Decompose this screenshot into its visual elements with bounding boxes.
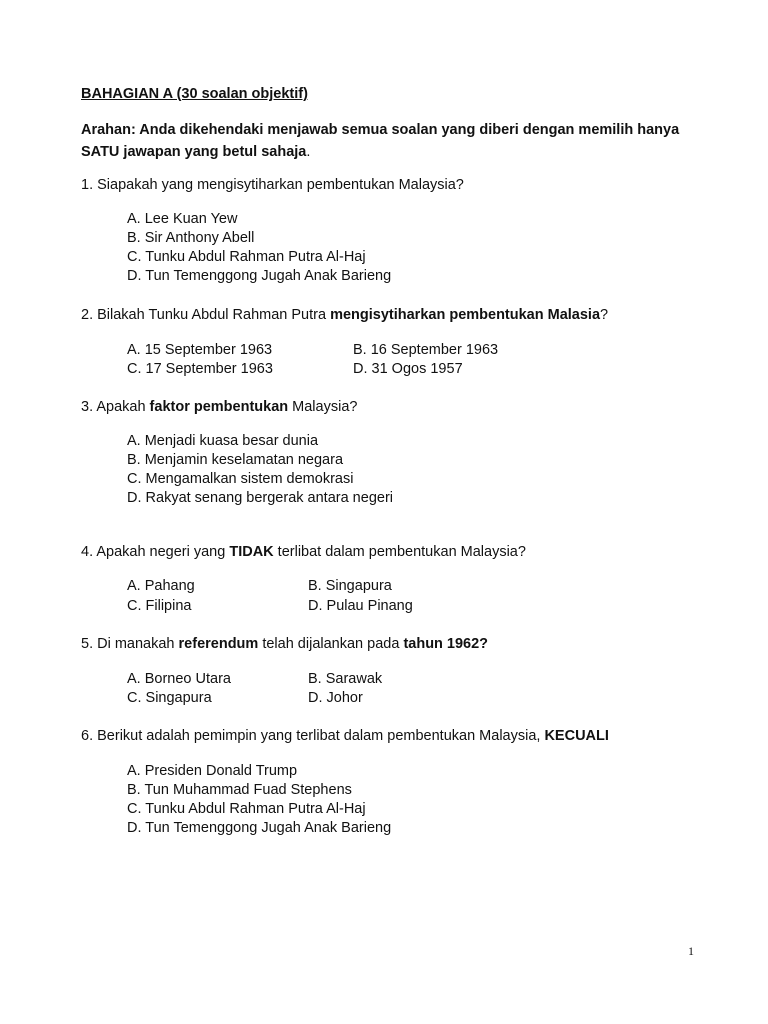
option-1c: C. Tunku Abdul Rahman Putra Al-Haj [127, 249, 366, 265]
option-6d: D. Tun Temenggong Jugah Anak Barieng [127, 820, 392, 836]
question-text-mid: telah dijalankan pada [258, 636, 404, 652]
section-heading: BAHAGIAN A (30 soalan objektif) [81, 86, 308, 102]
question-text-bold: TIDAK [229, 544, 274, 560]
option-4d: D. Pulau Pinang [308, 598, 413, 614]
question-number: 5. [81, 636, 94, 652]
option-1b: B. Sir Anthony Abell [127, 230, 255, 246]
option-4c: C. Filipina [127, 598, 192, 614]
question-number: 2. [81, 307, 94, 323]
question-text-pre: Apakah [96, 399, 150, 415]
question-2 [81, 307, 608, 323]
option-2a: A. 15 September 1963 [127, 342, 273, 358]
option-6a: A. Presiden Donald Trump [127, 763, 298, 779]
option-3c: C. Mengamalkan sistem demokrasi [127, 471, 354, 487]
question-number: 1. [81, 177, 94, 193]
question-text-bold: faktor pembentukan [149, 399, 289, 415]
question-text: Siapakah yang mengisytiharkan pembentukan Malaysia? [97, 177, 464, 193]
page-number: 1 [688, 944, 694, 958]
option-2b: B. 16 September 1963 [353, 342, 499, 358]
question-3 [81, 399, 357, 415]
option-6c: C. Tunku Abdul Rahman Putra Al-Haj [127, 801, 366, 817]
option-4b: B. Singapura [308, 578, 392, 594]
instruction-text: Arahan: Anda dikehendaki menjawab semua soalan yang diberi dengan memilih hanya SATU jawapan yang betul sahaja [81, 122, 680, 160]
question-text-pre: Berikut adalah pemimpin yang terlibat dalam pembentukan Malaysia, [97, 728, 545, 744]
instruction-end: . [306, 144, 311, 160]
question-text-post: Malaysia? [288, 399, 358, 415]
question-text-pre: Bilakah Tunku Abdul Rahman Putra [97, 307, 331, 323]
question-text-bold: KECUALI [544, 728, 609, 744]
question-5 [81, 636, 488, 652]
question-text-post: terlibat dalam pembentukan Malaysia? [273, 544, 526, 560]
option-2d: D. 31 Ogos 1957 [353, 361, 463, 377]
question-text-post: ? [600, 307, 609, 323]
question-6 [81, 728, 609, 744]
option-3b: B. Menjamin keselamatan negara [127, 452, 344, 468]
option-3d: D. Rakyat senang bergerak antara negeri [127, 490, 393, 506]
question-text-bold-2: tahun 1962? [403, 636, 489, 652]
option-6b: B. Tun Muhammad Fuad Stephens [127, 782, 352, 798]
option-5b: B. Sarawak [308, 671, 383, 687]
option-2c: C. 17 September 1963 [127, 361, 273, 377]
question-number: 3. [81, 399, 94, 415]
option-1a: A. Lee Kuan Yew [127, 211, 238, 227]
question-text-pre: Di manakah [97, 636, 179, 652]
question-text-pre: Apakah negeri yang [96, 544, 230, 560]
option-5a: A. Borneo Utara [127, 671, 231, 687]
option-5c: C. Singapura [127, 690, 212, 706]
option-5d: D. Johor [308, 690, 363, 706]
option-1d: D. Tun Temenggong Jugah Anak Barieng [127, 268, 392, 284]
question-4 [81, 544, 526, 560]
question-text-bold: referendum [178, 636, 259, 652]
option-4a: A. Pahang [127, 578, 195, 594]
option-3a: A. Menjadi kuasa besar dunia [127, 433, 319, 449]
instructions [81, 119, 721, 163]
question-text-bold: mengisytiharkan pembentukan Malasia [330, 307, 601, 323]
question-number: 6. [81, 728, 94, 744]
question-number: 4. [81, 544, 94, 560]
question-1 [81, 177, 464, 193]
